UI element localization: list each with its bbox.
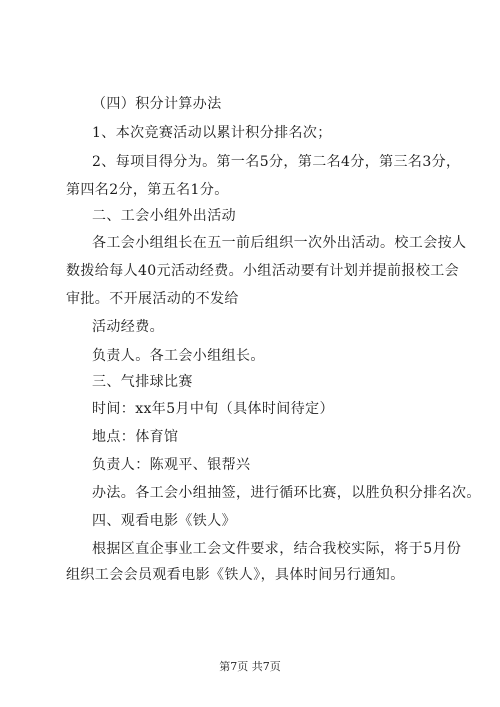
paragraph-line: 办法。各工会小组抽签，进行循环比赛，以胜负积分排名次。: [92, 485, 481, 501]
paragraph-line: 组织工会会员观看电影《铁人》，具体时间另行通知。: [66, 567, 405, 583]
paragraph-line: 负责人。各工会小组组长。: [92, 348, 265, 364]
section-heading-movie: 四、观看电影《铁人》: [92, 513, 236, 529]
paragraph-line: 第四名2分，第五名1分。: [66, 182, 229, 198]
section-heading-scoring: （四）积分计算办法: [92, 96, 222, 112]
paragraph-line: 地点：体育馆: [92, 429, 179, 445]
section-heading-outing: 二、工会小组外出活动: [92, 208, 236, 224]
paragraph-line: 活动经费。: [92, 319, 164, 335]
section-heading-volleyball: 三、气排球比赛: [92, 374, 193, 390]
paragraph-line: 各工会小组组长在五一前后组织一次外出活动。校工会按人: [92, 235, 467, 251]
paragraph-line: 时间：xx年5月中旬（具体时间待定）: [92, 401, 334, 417]
paragraph-line: 1、本次竞赛活动以累计积分排名次；: [92, 125, 332, 141]
paragraph-line: 负责人：陈观平、银帮兴: [92, 457, 251, 473]
paragraph-line: 数拨给每人40元活动经费。小组活动要有计划并提前报校工会: [66, 263, 460, 279]
paragraph-line: 2、每项目得分为。第一名5分，第二名4分，第三名3分，: [92, 154, 461, 170]
paragraph-line: 根据区直企事业工会文件要求，结合我校实际，将于5月份: [92, 541, 462, 557]
paragraph-line: 审批。不开展活动的不发给: [66, 291, 239, 307]
page-number-footer: 第7页 共7页: [219, 660, 281, 673]
